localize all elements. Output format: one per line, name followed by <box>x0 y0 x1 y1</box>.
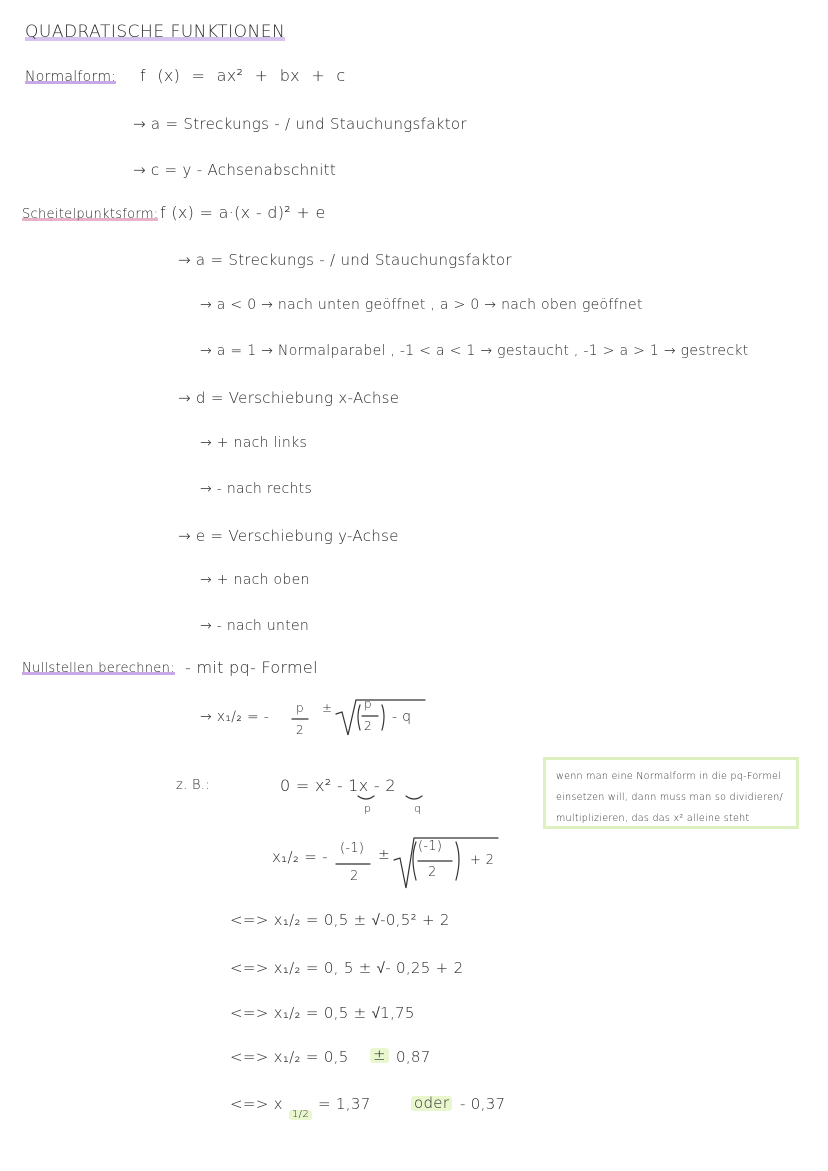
step4: <=> x₁/₂ = 0,5 ± √1,75 <box>230 1004 415 1022</box>
step1-pm: ± <box>378 847 391 863</box>
step6-rhs: - 0,37 <box>460 1095 506 1113</box>
pq-inner-2: 2 <box>364 719 372 733</box>
step1-paren-right <box>456 842 459 880</box>
example-label: z. B.: <box>176 778 210 793</box>
step6-sub: 1/2 <box>289 1110 312 1120</box>
underbrace-q <box>406 796 422 799</box>
step6-mid: = 1,37 <box>318 1095 371 1113</box>
step1-inner-num: (-1) <box>418 839 443 854</box>
step1-num: (-1) <box>340 841 365 856</box>
example-equation: 0 = x² - 1x - 2 <box>280 776 396 795</box>
pq-p: p <box>296 701 304 715</box>
nullstellen-label: Nullstellen berechnen: <box>22 661 175 676</box>
pq-inner-p: p <box>364 697 372 711</box>
step1-tail: + 2 <box>470 853 495 868</box>
scheitel-label: Scheitelpunktsform: <box>22 207 159 222</box>
scheitel-e-line: → e = Verschiebung y-Achse <box>178 527 399 545</box>
nullstellen-method: - mit pq- Formel <box>185 658 318 677</box>
step2: <=> x₁/₂ = 0,5 ± √-0,5² + 2 <box>230 911 450 929</box>
pq-root-sign <box>336 697 425 735</box>
pq-rest: - q <box>392 709 412 725</box>
step5-lhs: <=> x₁/₂ = 0,5 <box>230 1048 349 1066</box>
scheitel-e-plus: → + nach oben <box>200 572 310 588</box>
step6-oder: oder <box>411 1096 452 1111</box>
example-p: p <box>364 802 372 815</box>
example-q: q <box>414 802 422 815</box>
normalform-formula: f (x) = ax² + bx + c <box>140 66 346 85</box>
scheitel-d-minus: → - nach rechts <box>200 481 313 497</box>
step1-lhs: x₁/₂ = - <box>272 848 328 866</box>
pq-2: 2 <box>296 723 304 737</box>
step5-pm: ± <box>370 1048 389 1063</box>
pq-paren-left <box>358 705 360 730</box>
pq-paren-right <box>382 705 384 730</box>
normalform-a-line: → a = Streckungs - / und Stauchungsfaktor <box>133 115 467 133</box>
scheitel-a-sub1: → a < 0 → nach unten geöffnet , a > 0 → nach oben geöffnet <box>200 297 643 313</box>
step1-den: 2 <box>350 869 359 884</box>
underbrace-p <box>358 796 374 799</box>
normalform-c-line: → c = y - Achsenabschnitt <box>133 161 337 179</box>
scheitel-a-sub2: → a = 1 → Normalparabel , -1 < a < 1 → gestaucht , -1 > a > 1 → gestreckt <box>200 343 749 359</box>
scheitel-e-minus: → - nach unten <box>200 618 310 634</box>
step3: <=> x₁/₂ = 0, 5 ± √- 0,25 + 2 <box>230 959 464 977</box>
pq-pm: ± <box>322 701 333 715</box>
step1-paren-left <box>413 842 416 880</box>
step6-lhs: <=> x <box>230 1095 283 1113</box>
page-title: QUADRATISCHE FUNKTIONEN <box>25 22 286 42</box>
note-text: wenn man eine Normalform in die pq-Formel einsetzen will, dann muss man so dividieren/ multiplizieren, das das x² alleine steht <box>556 771 784 824</box>
scheitel-d-line: → d = Verschiebung x-Achse <box>178 389 400 407</box>
normalform-label: Normalform: <box>25 69 117 85</box>
scheitel-a-line: → a = Streckungs - / und Stauchungsfaktor <box>178 251 512 269</box>
step5-rhs: 0,87 <box>396 1048 431 1066</box>
scheitel-d-plus: → + nach links <box>200 435 308 451</box>
step1-root-sign <box>394 838 498 888</box>
pq-lhs: → x₁/₂ = - <box>200 709 270 725</box>
step1-inner-den: 2 <box>428 865 437 880</box>
scheitel-formula: f (x) = a·(x - d)² + e <box>160 203 326 222</box>
